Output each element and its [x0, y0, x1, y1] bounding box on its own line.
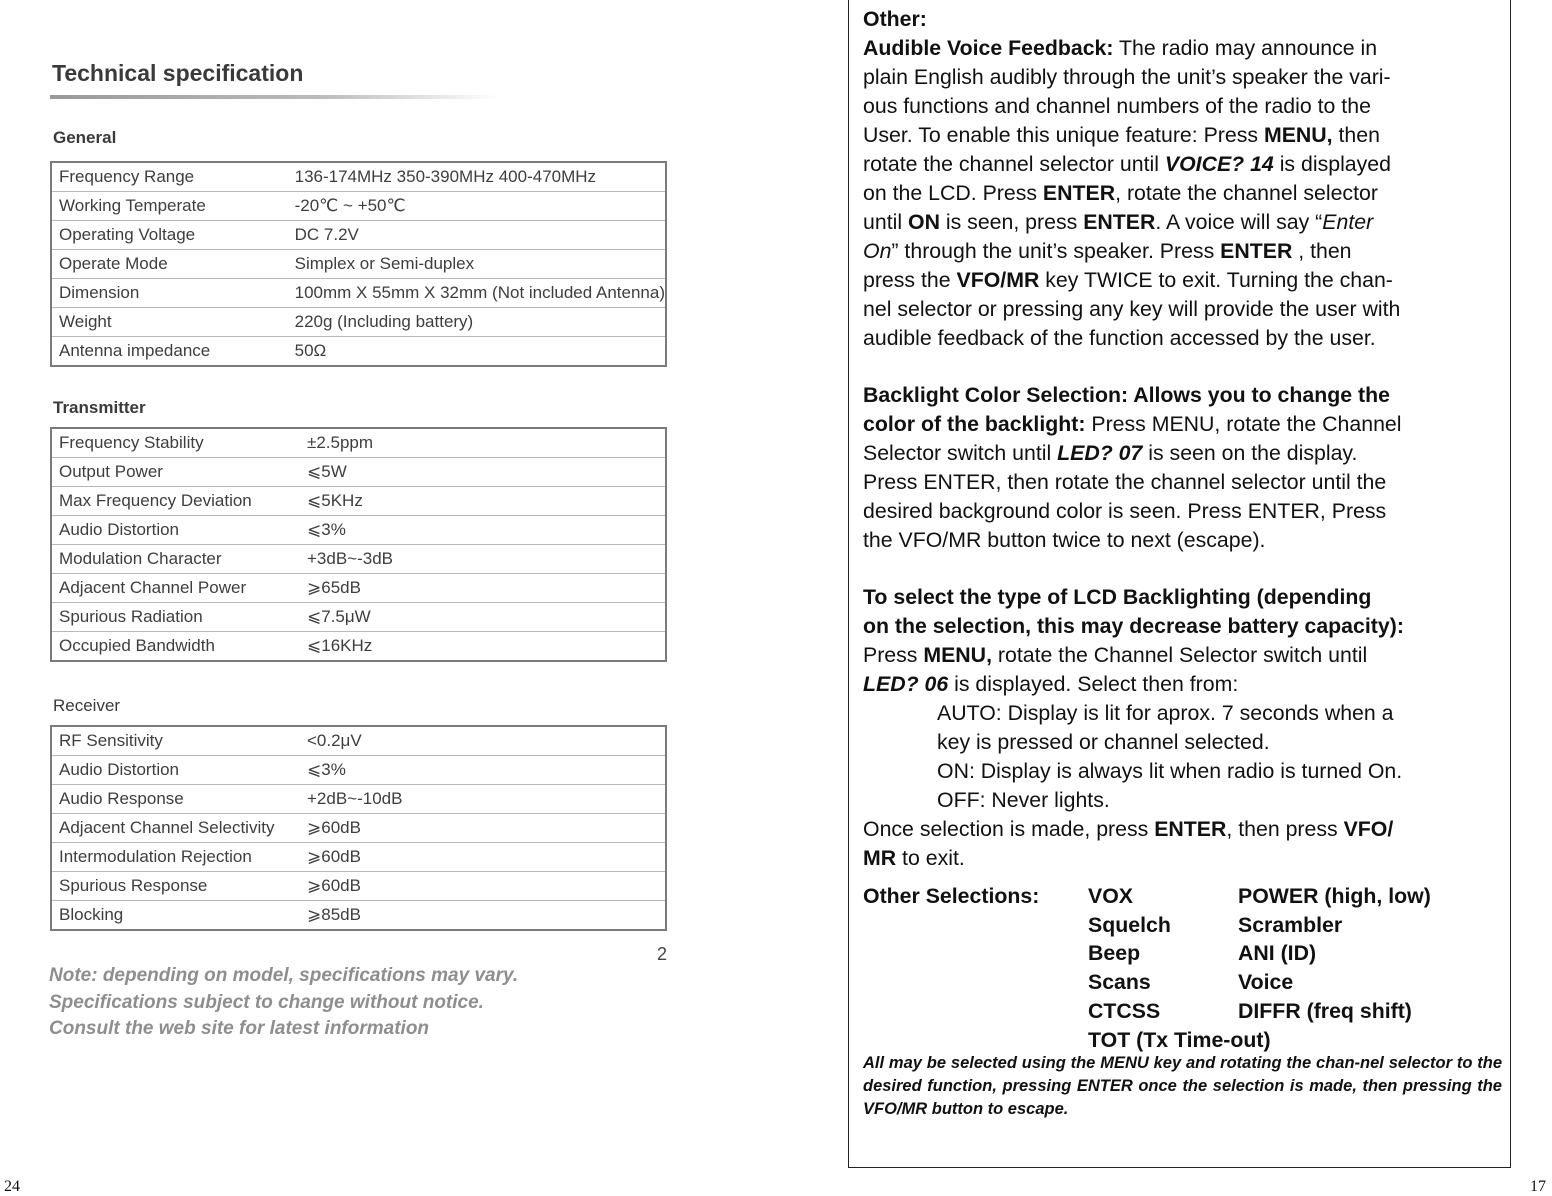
- spec-value: Simplex or Semi-duplex: [295, 250, 666, 279]
- spec-row: [51, 308, 666, 337]
- spec-value: ⩽3%: [307, 516, 666, 545]
- selection-item: ANI (ID): [1238, 941, 1317, 966]
- voice-line: On” through the unit’s speaker. Press ENTER , then: [863, 239, 1352, 263]
- other-heading: Other:: [863, 7, 927, 31]
- selection-item: VOX: [1088, 884, 1133, 908]
- spec-value: ⩽3%: [307, 756, 666, 785]
- spec-label: Audio Response: [51, 785, 307, 814]
- spec-value: +3dB~-3dB: [307, 545, 666, 574]
- backlight-line: Press ENTER, then rotate the channel selector until the: [863, 470, 1387, 494]
- spec-row: [51, 603, 666, 632]
- spec-row: [51, 872, 666, 901]
- backlight-line: Backlight Color Selection: Allows you to change the: [863, 383, 1390, 407]
- spec-row: [51, 545, 666, 574]
- spec-row: [51, 632, 666, 662]
- page-number-left: 24: [4, 1178, 20, 1195]
- voice-line: rotate the channel selector until VOICE? 14 is displayed: [863, 152, 1391, 176]
- spec-value: +2dB~-10dB: [307, 785, 666, 814]
- spec-row: [51, 250, 666, 279]
- selection-item: Squelch: [1088, 912, 1171, 937]
- spec-value: ⩽5KHz: [307, 487, 666, 516]
- spec-disclaimer-note: [49, 963, 518, 1043]
- spec-label: Antenna impedance: [59, 341, 211, 360]
- spec-label: Frequency Range: [51, 162, 295, 192]
- spec-row: [51, 487, 666, 516]
- spec-label: Audio Distortion: [51, 756, 307, 785]
- spec-label: Adjacent Channel Power: [51, 574, 307, 603]
- lcd-option-line: AUTO: Display is lit for aprox. 7 seconds when a: [937, 701, 1394, 725]
- selections-column-2: [1238, 882, 1431, 1026]
- spec-row: [51, 574, 666, 603]
- title-underline: [50, 95, 500, 99]
- note-line: Consult the web site for latest information: [49, 1018, 430, 1039]
- spec-value: ⩽5W: [307, 458, 666, 487]
- spec-label: Blocking: [59, 905, 124, 924]
- voice-line: audible feedback of the function accessed by the user.: [863, 326, 1376, 350]
- lcd-option-line: OFF: Never lights.: [937, 788, 1110, 812]
- final-instruction-note: All may be selected using the MENU key and rotating the chan-nel selector to the desired function, pressing ENTER once the selection is made, then pressing the VFO/MR button to escape.: [863, 1054, 1502, 1118]
- other-selections-heading: Other Selections:: [863, 884, 1040, 908]
- voice-line: nel selector or pressing any key will provide the user with: [863, 297, 1401, 321]
- selection-item: Scrambler: [1238, 912, 1343, 937]
- spec-row: [51, 428, 666, 458]
- lcd-line: MR to exit.: [863, 846, 965, 870]
- selection-item: Voice: [1238, 970, 1294, 995]
- spec-label: Spurious Response: [51, 872, 307, 901]
- spec-label: Weight: [51, 308, 295, 337]
- spec-title: Technical specification: [52, 60, 304, 86]
- section-receiver-heading: Receiver: [53, 696, 121, 715]
- spec-label: Modulation Character: [51, 545, 307, 574]
- spec-row: [51, 516, 666, 545]
- spec-row: [51, 221, 666, 250]
- section-transmitter-heading: Transmitter: [53, 398, 146, 417]
- transmitter-spec-table: [50, 427, 667, 662]
- spec-row: [51, 279, 666, 308]
- spec-row: [51, 162, 666, 192]
- spec-row: [51, 843, 666, 872]
- lcd-line: To select the type of LCD Backlighting (depending: [863, 585, 1372, 609]
- note-line: Note: depending on model, specifications may vary.: [49, 965, 519, 986]
- spec-row: [51, 337, 666, 367]
- spec-label: Spurious Radiation: [51, 603, 307, 632]
- spec-value: ⩾60dB: [307, 872, 666, 901]
- spec-row: [51, 726, 666, 756]
- spec-value: <0.2μV: [307, 726, 666, 756]
- voice-line: on the LCD. Press ENTER, rotate the channel selector: [863, 181, 1378, 205]
- spec-row: [51, 814, 666, 843]
- selection-item: Beep: [1088, 941, 1141, 966]
- spec-value: ⩽16KHz: [307, 636, 373, 655]
- spec-value: 100mm X 55mm X 32mm (Not included Antenna): [295, 279, 666, 308]
- lcd-line: LED? 06 is displayed. Select then from:: [863, 672, 1239, 696]
- spec-row: [51, 192, 666, 221]
- spec-label: Intermodulation Rejection: [51, 843, 307, 872]
- spec-value: ⩽7.5μW: [307, 603, 666, 632]
- spec-value: ⩾85dB: [307, 905, 361, 924]
- backlight-line: the VFO/MR button twice to next (escape).: [863, 528, 1266, 552]
- backlight-line: desired background color is seen. Press ENTER, Press: [863, 499, 1387, 523]
- spec-label: Frequency Stability: [51, 428, 307, 458]
- spec-value: 220g (Including battery): [295, 308, 666, 337]
- voice-line: until ON is seen, press ENTER. A voice will say “Enter: [863, 210, 1374, 234]
- backlight-line: Selector switch until LED? 07 is seen on the display.: [863, 441, 1358, 465]
- general-spec-table: [50, 161, 667, 367]
- spec-label: Max Frequency Deviation: [51, 487, 307, 516]
- spec-value: DC 7.2V: [295, 221, 666, 250]
- section-general-heading: General: [53, 128, 117, 147]
- spec-value: -20℃ ~ +50℃: [295, 192, 666, 221]
- spec-value: 50Ω: [294, 341, 327, 360]
- selection-item: POWER (high, low): [1238, 884, 1431, 908]
- selection-item: CTCSS: [1088, 998, 1161, 1023]
- lcd-option-line: ON: Display is always lit when radio is turned On.: [937, 759, 1403, 783]
- receiver-spec-table: [50, 725, 667, 931]
- lcd-line: Press MENU, rotate the Channel Selector switch until: [863, 643, 1368, 667]
- spec-label: Output Power: [51, 458, 307, 487]
- spec-row: [51, 785, 666, 814]
- spec-value: ⩾65dB: [307, 574, 666, 603]
- spec-value: 136-174MHz 350-390MHz 400-470MHz: [295, 162, 666, 192]
- spec-row: [51, 458, 666, 487]
- spec-label: Operating Voltage: [51, 221, 295, 250]
- voice-line: press the VFO/MR key TWICE to exit. Turning the chan-: [863, 268, 1393, 292]
- selection-item: TOT (Tx Time-out): [1088, 1027, 1271, 1052]
- voice-line: plain English audibly through the unit’s speaker the vari-: [863, 65, 1391, 89]
- spec-value: ⩾60dB: [307, 814, 666, 843]
- spec-label: Adjacent Channel Selectivity: [51, 814, 307, 843]
- backlight-line: color of the backlight: Press MENU, rotate the Channel: [863, 412, 1402, 436]
- selection-item: Scans: [1088, 970, 1151, 995]
- spec-value: ±2.5ppm: [307, 428, 666, 458]
- voice-line: Audible Voice Feedback: The radio may announce in: [863, 36, 1378, 60]
- voice-line: User. To enable this unique feature: Press MENU, then: [863, 123, 1380, 147]
- lcd-line: Once selection is made, press ENTER, then press VFO/: [863, 817, 1394, 841]
- spec-label: Dimension: [51, 279, 295, 308]
- voice-line: ous functions and channel numbers of the radio to the: [863, 94, 1371, 118]
- lcd-option-line: key is pressed or channel selected.: [937, 730, 1270, 754]
- scan-page-number: 2: [657, 944, 668, 964]
- spec-label: Working Temperate: [51, 192, 295, 221]
- spec-value: ⩾60dB: [307, 843, 666, 872]
- spec-label: Operate Mode: [51, 250, 295, 279]
- spec-row: [51, 756, 666, 785]
- selection-item: DIFFR (freq shift): [1238, 998, 1412, 1023]
- note-line: Specifications subject to change without notice.: [49, 991, 484, 1013]
- spec-label: Audio Distortion: [51, 516, 307, 545]
- spec-label: Occupied Bandwidth: [59, 636, 215, 655]
- page-number-right: 17: [1530, 1178, 1546, 1195]
- spec-row: [51, 901, 666, 931]
- lcd-line: on the selection, this may decrease battery capacity):: [863, 614, 1404, 638]
- spec-label: RF Sensitivity: [51, 726, 307, 756]
